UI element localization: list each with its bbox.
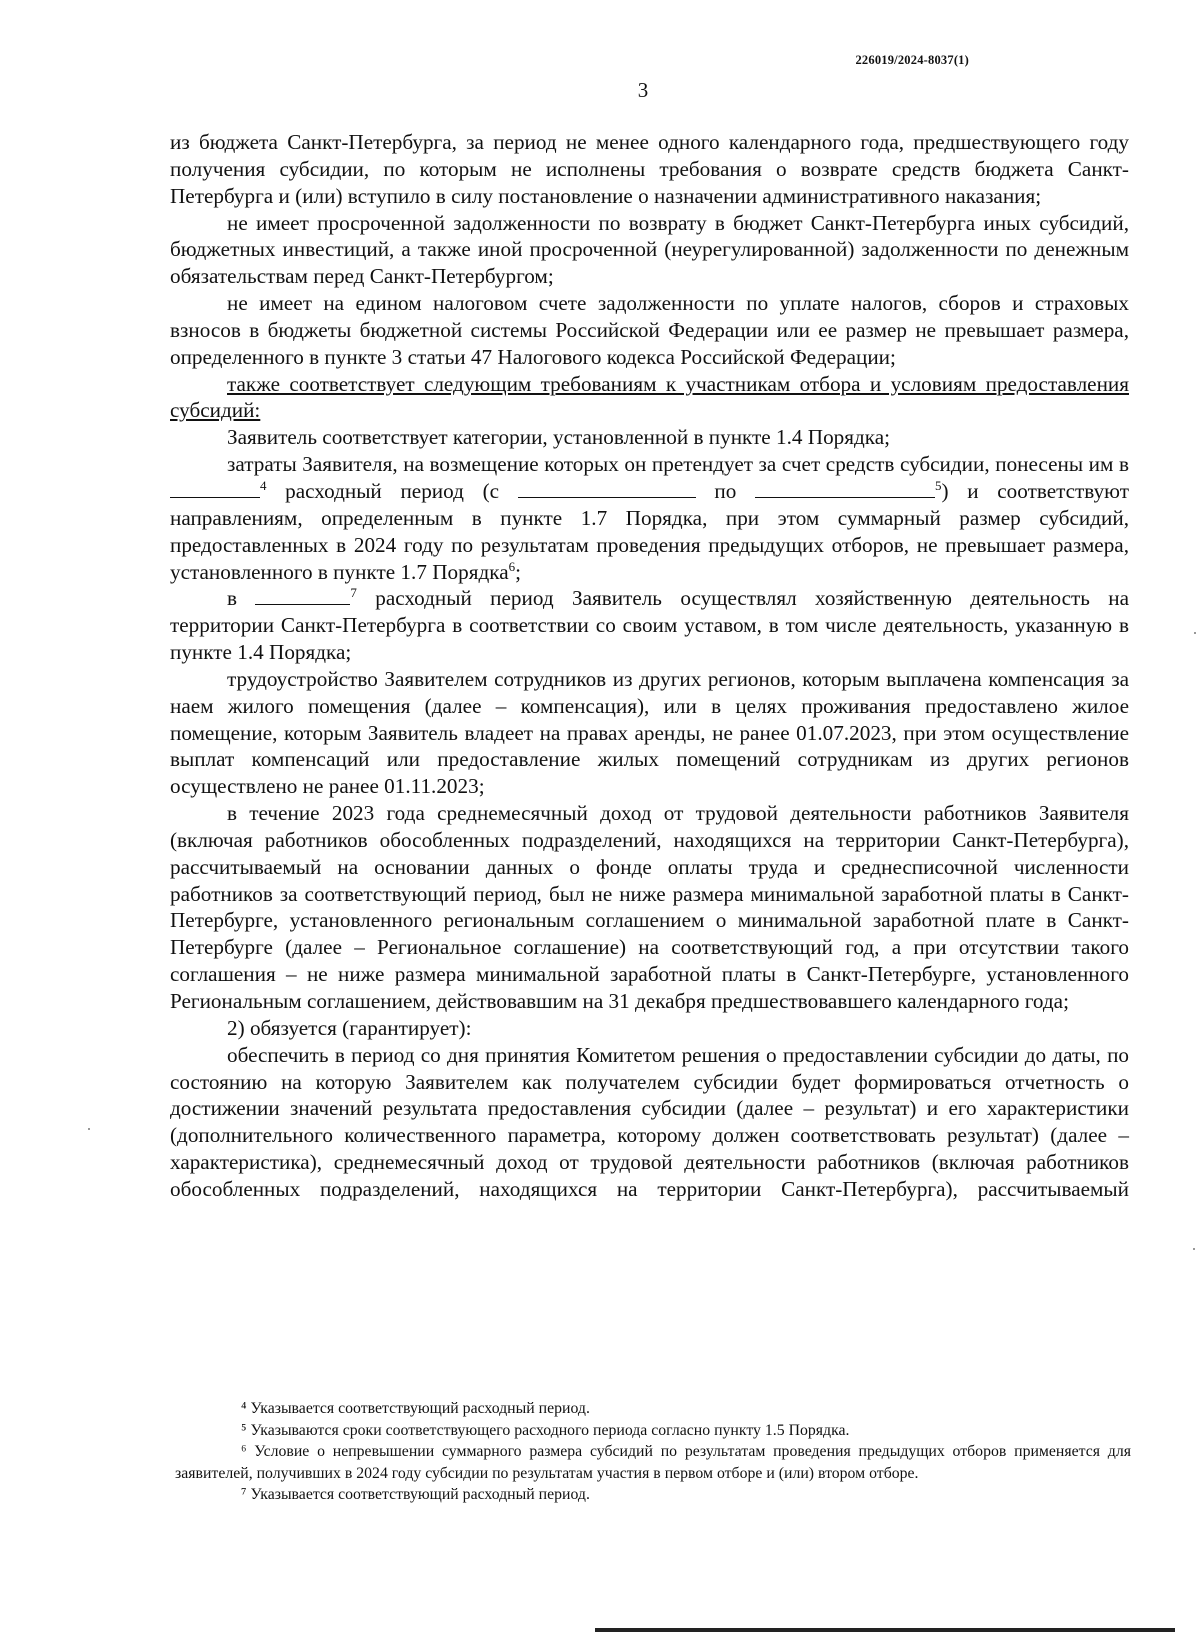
paragraph-2: не имеет просроченной задолженности по возврату в бюджет Санкт-Петербурга иных субсидий, бюджетных инвестиций, а также иной просроченной (неурегулированной) задолженности по денежным обязательствам перед Санкт-Петербургом; [170,210,1129,289]
document-number: 226019/2024-8037(1) [855,53,969,67]
p7-text-b: расходный период Заявитель осуществлял хозяйственную деятельность на территории Санкт-Петербурга в соответствии со своим уставом, в том числе деятельность, указанную в пункте 1.4 Порядка; [170,586,1129,665]
p6-text-c: по [695,478,756,503]
paragraph-3: не имеет на едином налоговом счете задолженности по уплате налогов, сборов и страховых взносов в бюджеты бюджетной системы Российской Федерации или ее размер не превышает размера, определенного в пункте 3 статьи 47 Налогового кодекса Российской Федерации; [170,291,1129,369]
footnote-4: ⁴ Указывается соответствующий расходный период. [241,1400,590,1417]
footnote-6: ⁶ Условие о непревышении суммарного размера субсидий по результатам проведения предыдущих отборов применяется для заявителей, получивших в 2024 году субсидии по результатам участия в первом отборе и (или) втором отборе. [175,1443,1131,1482]
footnote-ref-4: 4 [260,477,267,493]
footnote-7: ⁷ Указывается соответствующий расходный период. [241,1486,590,1503]
blank-field-date-from [518,481,696,498]
paragraph-7 [170,585,1129,666]
paragraph-4-underlined: также соответствует следующим требованиям к участникам отбора и условиям предоставления субсидий: [170,371,1129,423]
paragraph-1: из бюджета Санкт-Петербурга, за период не менее одного календарного года, предшествующего году получения субсидии, по которым не исполнены требования о возврате средств бюджета Санкт-Петербурга и (или) вступило в силу постановление о назначении административного наказания; [170,130,1129,208]
bottom-scan-edge [595,1628,1175,1632]
footnotes [175,1398,1131,1506]
footnote-ref-7: 7 [350,585,357,601]
scan-speck [88,1128,90,1130]
paragraph-6 [170,451,1129,585]
scan-speck [1194,632,1196,634]
paragraph-11: обеспечить в период со дня принятия Комитетом решения о предоставлении субсидии до даты, по состоянию на которую Заявителем как получателем субсидии будет формироваться отчетность о достижении значений результата предоставления субсидии (далее – результат) и его характеристики (дополнительного количественного параметра, которому должен соответствовать результат) (далее – характеристика), среднемесячный доход от трудовой деятельности работников (включая работников обособленных подразделений, находящихся на территории Санкт-Петербурга), рассчитываемый [170,1042,1129,1201]
p7-text-a: в [227,586,256,611]
blank-field-date-to [755,481,935,498]
paragraph-9: в течение 2023 года среднемесячный доход от трудовой деятельности работников Заявителя (включая работников обособленных подразделений, находящихся на территории Санкт-Петербурга), рассчитываемый на основании данных о фонде оплаты труда и среднесписочной численности работников за соответствующий период, был не ниже размера минимальной заработной платы в Санкт-Петербурге, установленного региональным соглашением о минимальной заработной плате в Санкт-Петербурге (далее – Региональное соглашение) на соответствующий год, а при отсутствии такого соглашения – не ниже размера минимальной заработной платы в Санкт-Петербурге, установленного Региональным соглашением, действовавшим на 31 декабря предшествовавшего календарного года; [170,801,1129,1013]
footnote-ref-6: 6 [508,558,516,574]
footnote-ref-5: 5 [935,477,942,493]
blank-field-period-2 [255,588,350,605]
p6-text-d: ) и соответствуют направлениям, определенным в пункте 1.7 Порядка, при этом суммарный размер субсидий, предоставленных в 2024 году по результатам проведения предыдущих отборов, не превышает размера, установленного в пункте 1.7 Порядка [170,478,1129,584]
p6-text-a: затраты Заявителя, на возмещение которых он претендует за счет средств субсидии, понесены им в [227,452,1129,477]
paragraph-10: 2) обязуется (гарантирует): [227,1015,472,1040]
blank-field-period [170,481,260,498]
p6-text-b: расходный период (с [266,478,518,503]
p6-text-e: ; [515,559,521,584]
page-number: 3 [637,78,649,102]
footnote-5: ⁵ Указываются сроки соответствующего расходного периода согласно пункту 1.5 Порядка. [241,1421,850,1439]
paragraph-8: трудоустройство Заявителем сотрудников из других регионов, которым выплачена компенсация за наем жилого помещения (далее – компенсация), или в целях проживания предоставлено жилое помещение, которым Заявитель владеет на правах аренды, не ранее 01.07.2023, при этом осуществление выплат компенсаций или предоставление жилых помещений сотрудникам из других регионов осуществлено не ранее 01.11.2023; [170,666,1129,799]
scan-speck [1193,1248,1195,1250]
document-body [170,129,1129,1203]
paragraph-5: Заявитель соответствует категории, установленной в пункте 1.4 Порядка; [227,425,891,450]
